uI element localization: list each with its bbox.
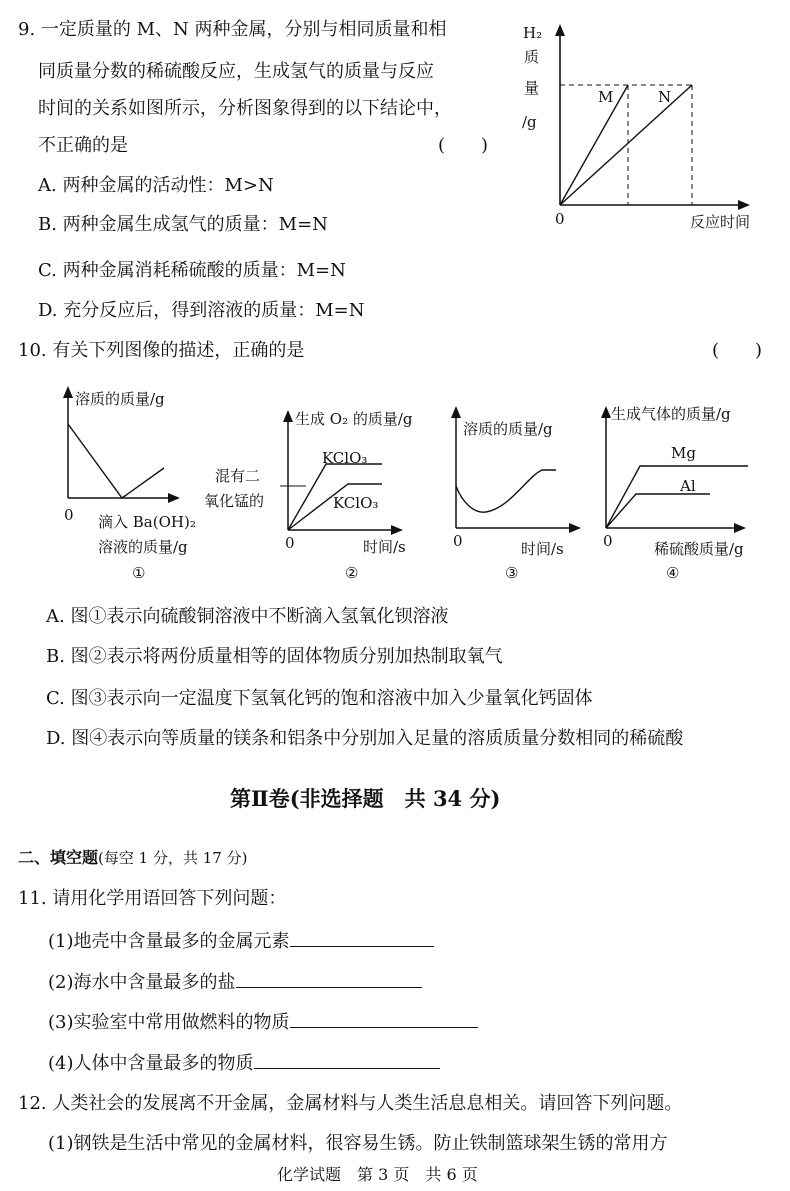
q10-graph-3-ylabel: 溶质的质量/g — [463, 420, 553, 438]
q10-option-c: C. 图③表示向一定温度下氢氧化钙的饱和溶液中加入少量氧化钙固体 — [46, 688, 593, 709]
q11-item-2-answer-blank[interactable] — [236, 971, 422, 988]
q9-line-1: 9. 一定质量的 M、N 两种金属，分别与相同质量和相 — [18, 19, 447, 40]
q9-graph — [520, 10, 760, 240]
q10-option-a: A. 图①表示向硫酸铜溶液中不断滴入氢氧化钡溶液 — [46, 606, 449, 627]
q9-x-arrow — [738, 200, 750, 210]
q9-ylabel-1: H₂ — [523, 24, 543, 42]
q11-item-4-answer-blank[interactable] — [254, 1052, 440, 1069]
q10-graph-4-ylabel: 生成气体的质量/g — [611, 405, 731, 423]
q10-graph-2-origin: 0 — [285, 534, 295, 552]
q11-item-1 — [48, 930, 434, 953]
q9-option-d: D. 充分反应后，得到溶液的质量：M=N — [38, 300, 365, 321]
q10-graph-1-ylabel: 溶质的质量/g — [75, 390, 165, 408]
q10-stem: 10. 有关下列图像的描述，正确的是 — [18, 340, 305, 361]
q10-graph-2-number: ② — [345, 564, 359, 582]
q9-ylabel-3: 量 — [524, 79, 540, 97]
q9-answer-bracket: ( ) — [438, 135, 489, 156]
q9-ylabel-2: 质 — [524, 48, 540, 66]
q10-graph-3-origin: 0 — [453, 532, 463, 550]
q10-graph-2-line-1-label: KClO₃ — [322, 449, 368, 467]
q10-graph-4-number: ④ — [666, 564, 680, 582]
q12-item-1: (1)钢铁是生活中常见的金属材料，很容易生锈。防止铁制篮球架生锈的常用方 — [48, 1133, 668, 1154]
q10-graph-1-origin: 0 — [64, 506, 74, 524]
q10-graph-1-xlabel-1: 滴入 Ba(OH)₂ — [98, 513, 196, 531]
q11-item-4-text: (4)人体中含量最多的物质 — [48, 1053, 254, 1074]
q10-graph-4-origin: 0 — [603, 532, 613, 550]
q10-graph-2-ylabel: 生成 O₂ 的质量/g — [295, 410, 413, 428]
q10-graph-4-line-mg — [606, 466, 748, 528]
q9-option-a: A. 两种金属的活动性：M>N — [38, 175, 274, 196]
q11-item-3 — [48, 1011, 478, 1034]
q9-line-m — [560, 85, 628, 205]
q9-line-2: 同质量分数的稀硫酸反应，生成氢气的质量与反应 — [38, 61, 434, 82]
q10-option-b: B. 图②表示将两份质量相等的固体物质分别加热制取氧气 — [46, 646, 503, 667]
q11-item-3-answer-blank[interactable] — [290, 1011, 478, 1028]
q11-item-4 — [48, 1052, 440, 1075]
q11-item-3-text: (3)实验室中常用做燃料的物质 — [48, 1012, 290, 1033]
q9-label-m: M — [598, 88, 614, 106]
q9-origin: 0 — [555, 210, 565, 228]
q10-graph-1-number: ① — [132, 564, 146, 582]
q10-graph-4-label-al: Al — [680, 477, 696, 495]
q9-line-3: 时间的关系如图所示，分析图象得到的以下结论中， — [38, 98, 452, 119]
q9-line-4: 不正确的是 — [38, 135, 128, 156]
q10-answer-bracket: ( ) — [712, 340, 763, 361]
q9-y-arrow — [555, 24, 565, 36]
q9-option-c: C. 两种金属消耗稀硫酸的质量：M=N — [38, 260, 346, 281]
q11-item-1-text: (1)地壳中含量最多的金属元素 — [48, 931, 290, 952]
q10-graph-3-curve — [456, 470, 556, 512]
q10-graph-2-line-2-label: KClO₃ — [333, 494, 379, 512]
part-2-heading-note: (每空 1 分，共 17 分) — [98, 849, 248, 867]
q11-item-2-text: (2)海水中含量最多的盐 — [48, 972, 236, 993]
q12-stem: 12. 人类社会的发展离不开金属，金属材料与人类生活息息相关。请回答下列问题。 — [18, 1093, 683, 1114]
q10-graph-3-number: ③ — [505, 564, 519, 582]
section-2-title: 第Ⅱ卷(非选择题 共 34 分) — [230, 786, 501, 811]
q10-graph-2-xlabel: 时间/s — [363, 538, 406, 556]
q10-graph-3 — [448, 398, 578, 528]
q10-graph-4-xlabel: 稀硫酸质量/g — [654, 540, 744, 558]
q10-graph-1-xlabel-2: 溶液的质量/g — [98, 538, 188, 556]
q11-item-2 — [48, 971, 422, 994]
q10-graph-2-note-1: 混有二 — [215, 467, 261, 485]
page-footer: 化学试题 第 3 页 共 6 页 — [277, 1165, 478, 1184]
q9-label-n: N — [658, 88, 672, 106]
part-2-heading: 二、填空题 — [18, 848, 99, 867]
q9-xlabel: 反应时间 — [690, 213, 751, 231]
q10-graph-4-label-mg: Mg — [671, 444, 696, 462]
q9-ylabel-4: /g — [522, 113, 537, 131]
q11-stem: 11. 请用化学用语回答下列问题： — [18, 888, 287, 909]
part-2-heading-row — [18, 847, 247, 869]
q10-graph-2-note-2: 氧化锰的 — [204, 492, 265, 510]
q11-item-1-answer-blank[interactable] — [290, 930, 434, 947]
q10-graph-1-curve — [68, 424, 164, 498]
q10-graph-3-xlabel: 时间/s — [521, 540, 564, 558]
q9-option-b: B. 两种金属生成氢气的质量：M=N — [38, 214, 328, 235]
q9-line-n — [560, 85, 692, 205]
q10-option-d: D. 图④表示向等质量的镁条和铝条中分别加入足量的溶质质量分数相同的稀硫酸 — [46, 728, 684, 749]
